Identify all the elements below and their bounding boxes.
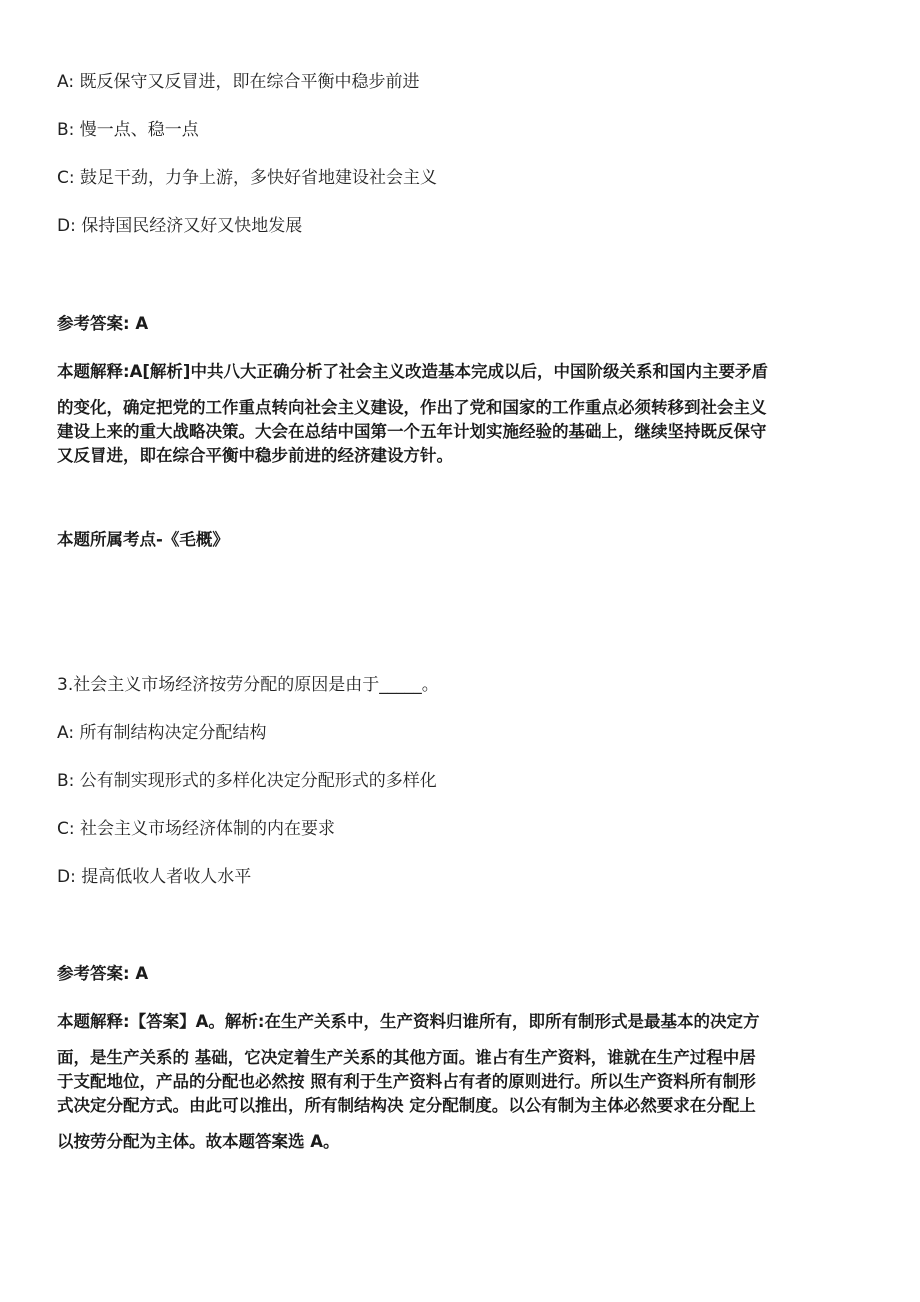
q3-explanation-line: 本题解释:【答案】A。解析:在生产关系中，生产资料归谁所有，即所有制形式是最基本的决定方 bbox=[57, 1012, 760, 1031]
q3-explanation-line: 以按劳分配为主体。故本题答案选 A。 bbox=[57, 1132, 340, 1151]
q3-answer: 参考答案: A bbox=[57, 964, 149, 983]
q3-explanation-line: 面，是生产关系的 基础，它决定着生产关系的其他方面。谁占有生产资料，谁就在生产过程中居 bbox=[57, 1048, 756, 1067]
q2-option-a: A: 既反保守又反冒进，即在综合平衡中稳步前进 bbox=[57, 72, 420, 92]
q2-answer: 参考答案: A bbox=[57, 314, 149, 333]
q3-option-b: B: 公有制实现形式的多样化决定分配形式的多样化 bbox=[57, 771, 437, 791]
q3-explanation-line: 于支配地位，产品的分配也必然按 照有利于生产资料占有者的原则进行。所以生产资料所有制形 bbox=[57, 1072, 756, 1091]
q2-explanation-line: 本题解释:A[解析]中共八大正确分析了社会主义改造基本完成以后，中国阶级关系和国内主要矛盾 bbox=[57, 362, 768, 381]
q2-explanation-line: 又反冒进，即在综合平衡中稳步前进的经济建设方针。 bbox=[57, 446, 453, 465]
q2-option-b: B: 慢一点、稳一点 bbox=[57, 120, 199, 140]
q2-option-d: D: 保持国民经济又好又快地发展 bbox=[57, 216, 303, 236]
q2-explanation bbox=[57, 360, 857, 468]
q3-explanation-line: 式决定分配方式。由此可以推出，所有制结构决 定分配制度。以公有制为主体必然要求在分配上 bbox=[57, 1096, 756, 1115]
q3-option-a: A: 所有制结构决定分配结构 bbox=[57, 723, 267, 743]
q3-option-d: D: 提高低收人者收人水平 bbox=[57, 867, 252, 887]
q3-explanation bbox=[57, 1010, 857, 1154]
q3-option-c: C: 社会主义市场经济体制的内在要求 bbox=[57, 819, 336, 839]
q3-question: 3.社会主义市场经济按劳分配的原因是由于_____。 bbox=[57, 675, 439, 695]
q2-topic: 本题所属考点-《毛概》 bbox=[57, 530, 229, 549]
q2-option-c: C: 鼓足干劲，力争上游，多快好省地建设社会主义 bbox=[57, 168, 438, 188]
q2-explanation-line: 的变化，确定把党的工作重点转向社会主义建设，作出了党和国家的工作重点必须转移到社会主义 bbox=[57, 398, 767, 417]
q2-explanation-line: 建设上来的重大战略决策。大会在总结中国第一个五年计划实施经验的基础上，继续坚持既反保守 bbox=[57, 422, 767, 441]
